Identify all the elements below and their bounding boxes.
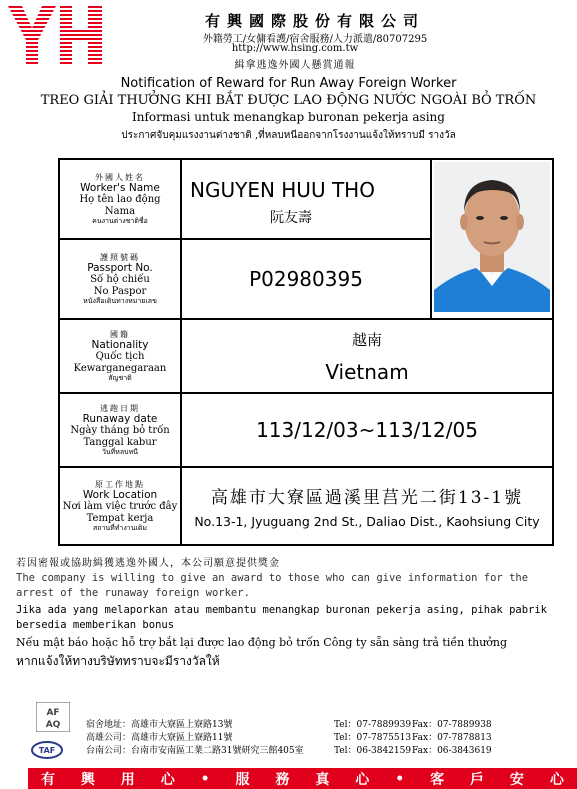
runaway-label-en: Runaway date	[82, 413, 158, 426]
location-value-en: No.13-1, Jyuguang 2nd St., Daliao Dist., Kaohsiung City	[194, 514, 540, 529]
nationality-label-en: Nationality	[91, 339, 149, 352]
afaq-certification-logo	[36, 702, 70, 732]
runaway-label-id: Tanggal kabur	[83, 436, 157, 448]
runaway-label-cn: 逃跑日期	[100, 403, 140, 413]
name-label-cell	[59, 159, 181, 239]
location-label-cn: 原工作地點	[95, 479, 145, 489]
nationality-value-en: Vietnam	[325, 359, 409, 384]
svg-text:AF: AF	[46, 708, 60, 718]
location-value-cn: 高雄市大寮區過溪里莒光二街13-1號	[210, 488, 524, 508]
slogan-char: 心	[549, 771, 564, 788]
name-label-cn: 外國人姓名	[95, 172, 145, 182]
notice-title-cn: 緝拿逃逸外國人懸賞通報	[234, 60, 356, 71]
notice-title-vi: TREO GIẢI THƯỞNG KHI BẮT ĐƯỢC LAO ĐỘNG NƯỚC NGOÀI BỎ TRỐN	[40, 93, 537, 108]
nationality-value-cn: 越南	[351, 330, 382, 349]
nationality-label-cn: 國籍	[110, 329, 130, 339]
svg-text:TAF: TAF	[38, 746, 56, 755]
address-fax: Fax：07-7889938	[412, 720, 492, 730]
runaway-label-cell	[59, 393, 181, 467]
slogan-char: 真	[315, 771, 330, 788]
worker-info-table	[58, 158, 554, 546]
address-fax: Fax：07-7878813	[412, 733, 492, 743]
svg-text:AQ: AQ	[45, 720, 61, 730]
award-text-id: Jika ada yang melaporkan atau membantu menangkap buronan pekerja asing, pihak pabrik bersedia memberikan bonus	[16, 604, 548, 631]
address-tel: Tel：07-7875513	[334, 733, 412, 743]
award-text-en: The company is willing to give an award to those who can give information for the arrest of the runaway foreign worker.	[16, 572, 529, 599]
address-fax: Fax：06-3843619	[412, 746, 492, 756]
location-label-th: สถานที่ทำงานเดิม	[92, 524, 148, 533]
nationality-value-cell	[181, 319, 553, 393]
runaway-label-th: วันที่หลบหนี	[101, 448, 139, 457]
location-label-cell	[59, 467, 181, 545]
slogan-bar	[28, 768, 577, 789]
passport-label-vi: Số hộ chiếu	[90, 274, 150, 286]
passport-label-en: Passport No.	[87, 262, 153, 275]
name-label-th: คนงานต่างชาติชื่อ	[92, 217, 148, 226]
award-text-cn: 若因密報或協助緝獲逃逸外國人，本公司願意提供獎金	[16, 558, 280, 569]
address-row	[86, 719, 492, 732]
slogan-char: 心	[355, 771, 370, 788]
nationality-label-vi: Quốc tịch	[95, 351, 145, 363]
award-notice	[16, 556, 572, 669]
slogan-separator: •	[395, 770, 405, 787]
taf-certification-logo	[30, 740, 64, 762]
runaway-value-cell	[181, 393, 553, 467]
location-label-en: Work Location	[82, 489, 158, 502]
worker-photo	[434, 162, 550, 312]
worker-name-en: NGUYEN HUU THO	[190, 178, 375, 202]
location-label-id: Tempat kerja	[86, 512, 154, 524]
passport-label-th: หนังสือเดินทางหมายเลข	[83, 297, 157, 306]
worker-name-cn: 阮友壽	[270, 210, 312, 226]
address-tel: Tel：06-3842159	[334, 746, 412, 756]
runaway-date: 113/12/03~113/12/05	[256, 418, 478, 442]
company-addresses	[86, 719, 492, 758]
address-label: 高雄公司：高雄市大寮區上寮路11號	[86, 733, 233, 743]
notice-title-en: Notification of Reward for Run Away Foreign Worker	[120, 76, 457, 91]
name-value-cell	[181, 159, 431, 239]
company-website: http://www.hsing.com.tw	[231, 43, 359, 54]
address-label: 台南公司：台南市安南區工業二路31號研究三館405室	[86, 746, 304, 756]
location-value-cell	[181, 467, 553, 545]
award-text-vi: Nếu mật báo hoặc hỗ trợ bắt lại được lao động bỏ trốn Công ty sẵn sàng trả tiền thưởng	[16, 636, 508, 649]
name-label-en: Worker's Name	[80, 182, 160, 195]
slogan-char: 用	[120, 771, 135, 788]
award-text-th: หากแจ้งให้ทางบริษัททราบจะมีรางวัลให้	[16, 654, 220, 668]
photo-cell	[431, 159, 553, 319]
notice-title-th: ประกาศจับคุมแรงงานต่างชาติ ,ที่หลบหนีออกจากโรงงานแจ้งให้ทราบมี รางวัล	[121, 130, 456, 141]
slogan-char: 客	[430, 771, 445, 788]
name-label-vi: Họ tên lao động	[79, 194, 161, 206]
slogan-char: 服	[235, 771, 250, 788]
notice-title-id: Informasi untuk menangkap buronan pekerja asing	[132, 110, 445, 124]
slogan-char: 安	[509, 771, 524, 788]
company-name: 有興國際股份有限公司	[204, 12, 425, 30]
nationality-label-id: Kewarganegaraan	[73, 362, 167, 374]
name-label-id: Nama	[104, 205, 136, 217]
slogan-separator: •	[200, 770, 210, 787]
address-label: 宿舍地址：高雄市大寮區上寮路13號	[86, 720, 233, 730]
slogan-char: 務	[275, 771, 290, 788]
passport-value-cell	[181, 239, 431, 319]
passport-number: P02980395	[249, 267, 363, 291]
passport-label-cn: 護照號碼	[100, 252, 140, 262]
runaway-label-vi: Ngày tháng bỏ trốn	[70, 425, 170, 437]
address-tel: Tel：07-7889939	[334, 720, 412, 730]
company-logo	[8, 6, 104, 68]
nationality-label-cell	[59, 319, 181, 393]
address-row	[86, 745, 492, 758]
nationality-label-th: สัญชาติ	[108, 374, 132, 383]
location-label-vi: Nơi làm việc trước đây	[62, 501, 178, 513]
slogan-char: 有	[40, 771, 55, 788]
address-row	[86, 732, 492, 745]
slogan-char: 興	[80, 771, 95, 788]
company-services: 外籍勞工/女傭看護/宿舍服務/人力派遣/80707295	[202, 34, 428, 45]
passport-label-id: No Paspor	[93, 285, 147, 297]
passport-label-cell	[59, 239, 181, 319]
slogan-char: 心	[160, 771, 175, 788]
slogan-char: 戶	[470, 771, 484, 788]
